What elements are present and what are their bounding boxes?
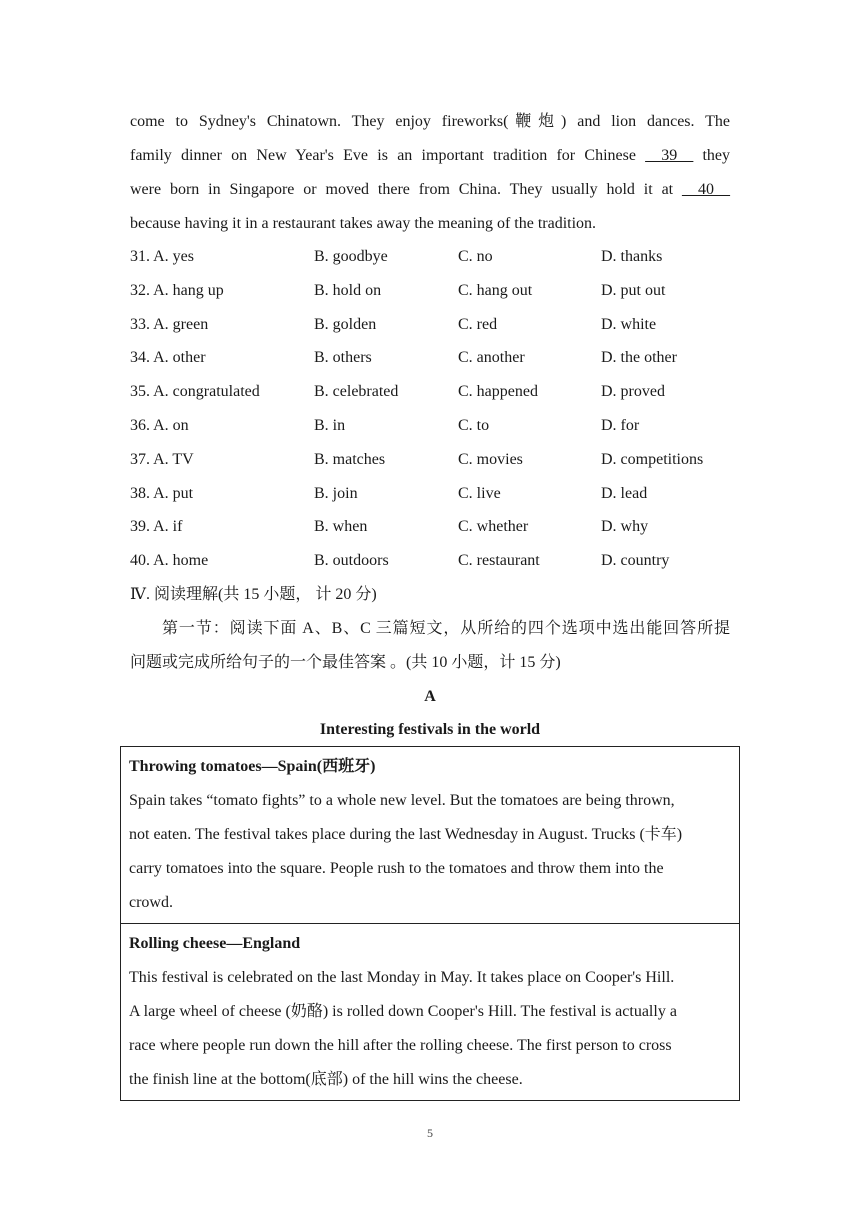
option-c: C. hang out bbox=[458, 281, 533, 299]
blank-39: __39__ bbox=[645, 147, 694, 164]
option-c: C. another bbox=[458, 349, 525, 367]
option-c: C. live bbox=[458, 484, 501, 502]
option-b: B. in bbox=[314, 416, 346, 434]
answer-options bbox=[130, 240, 750, 578]
table-row bbox=[121, 924, 740, 1101]
option-b: B. hold on bbox=[314, 281, 382, 299]
option-a: 34. A. other bbox=[130, 349, 206, 367]
festival-line: carry tomatoes into the square. People rush to the tomatoes and throw them into the bbox=[129, 860, 664, 877]
festival-cell-cheese bbox=[121, 924, 740, 1101]
festival-title: Throwing tomatoes—Spain(西班牙) bbox=[129, 758, 376, 775]
option-d: D. put out bbox=[601, 281, 666, 299]
section-heading: Ⅳ. 阅读理解(共 15 小题， 计 20 分) bbox=[130, 586, 377, 603]
passage-line: come to Sydney's Chinatown. They enjoy fireworks(鞭炮) and lion dances. The bbox=[130, 113, 730, 130]
option-row-33 bbox=[130, 308, 750, 342]
option-c: C. to bbox=[458, 416, 490, 434]
festival-line: This festival is celebrated on the last Monday in May. It takes place on Cooper's Hill. bbox=[129, 969, 675, 986]
option-b: B. matches bbox=[314, 450, 386, 468]
option-d: D. proved bbox=[601, 383, 665, 401]
option-b: B. golden bbox=[314, 315, 377, 333]
festival-cell-tomatoes bbox=[121, 747, 740, 924]
option-b: B. join bbox=[314, 484, 358, 502]
option-a: 33. A. green bbox=[130, 315, 209, 333]
option-d: D. competitions bbox=[601, 450, 704, 468]
passage-label: A bbox=[424, 688, 436, 705]
festivals-table bbox=[120, 746, 740, 1101]
option-c: C. movies bbox=[458, 450, 523, 468]
option-d: D. why bbox=[601, 518, 649, 536]
cloze-passage bbox=[130, 105, 730, 241]
option-row-38 bbox=[130, 477, 750, 511]
festival-line: crowd. bbox=[129, 894, 173, 911]
option-row-39 bbox=[130, 510, 750, 544]
instruction bbox=[130, 612, 730, 680]
festival-line: the finish line at the bottom(底部) of the hill wins the cheese. bbox=[129, 1071, 523, 1088]
option-c: C. happened bbox=[458, 383, 538, 401]
option-a: 40. A. home bbox=[130, 552, 209, 570]
option-d: D. the other bbox=[601, 349, 677, 367]
option-d: D. for bbox=[601, 416, 640, 434]
option-c: C. restaurant bbox=[458, 552, 540, 570]
festival-line: not eaten. The festival takes place during the last Wednesday in August. Trucks (卡车) bbox=[129, 826, 683, 843]
passage-line: family dinner on New Year's Eve is an important tradition for Chinese __39__ they bbox=[130, 147, 731, 164]
option-d: D. lead bbox=[601, 484, 648, 502]
option-row-31 bbox=[130, 240, 750, 274]
option-b: B. celebrated bbox=[314, 383, 399, 401]
table-row bbox=[121, 747, 740, 924]
option-a: 31. A. yes bbox=[130, 248, 194, 265]
option-c: C. red bbox=[458, 315, 498, 333]
option-d: D. thanks bbox=[601, 248, 663, 265]
option-a: 39. A. if bbox=[130, 518, 183, 536]
passage-line: because having it in a restaurant takes away the meaning of the tradition. bbox=[130, 215, 597, 232]
option-d: D. white bbox=[601, 315, 657, 333]
option-b: B. goodbye bbox=[314, 248, 388, 265]
instruction-line-2: 问题或完成所给句子的一个最佳答案 。(共 10 小题，计 15 分) bbox=[130, 654, 561, 671]
option-row-40 bbox=[130, 544, 750, 578]
option-row-35 bbox=[130, 375, 750, 409]
festival-line: race where people run down the hill after the rolling cheese. The first person to cross bbox=[129, 1037, 672, 1054]
option-c: C. whether bbox=[458, 518, 529, 536]
passage-title: Interesting festivals in the world bbox=[319, 721, 541, 738]
festival-line: Spain takes “tomato fights” to a whole new level. But the tomatoes are being thrown, bbox=[129, 792, 675, 809]
festival-line: A large wheel of cheese (奶酪) is rolled down Cooper's Hill. The festival is actually a bbox=[129, 1003, 677, 1020]
option-row-36 bbox=[130, 409, 750, 443]
festival-title: Rolling cheese—England bbox=[129, 935, 301, 952]
option-a: 38. A. put bbox=[130, 484, 194, 502]
option-b: B. others bbox=[314, 349, 372, 367]
option-a: 32. A. hang up bbox=[130, 281, 224, 299]
option-row-34 bbox=[130, 341, 750, 375]
passage-line: were born in Singapore or moved there from China. They usually hold it at __40__ bbox=[130, 181, 730, 198]
option-row-37 bbox=[130, 443, 750, 477]
option-a: 35. A. congratulated bbox=[130, 383, 260, 401]
option-b: B. outdoors bbox=[314, 552, 389, 570]
option-b: B. when bbox=[314, 518, 368, 536]
option-d: D. country bbox=[601, 552, 670, 570]
option-c: C. no bbox=[458, 248, 493, 265]
blank-40: __40__ bbox=[682, 181, 730, 198]
page-number: 5 bbox=[427, 1126, 433, 1140]
option-row-32 bbox=[130, 274, 750, 308]
option-a: 37. A. TV bbox=[130, 450, 194, 468]
option-a: 36. A. on bbox=[130, 416, 189, 434]
instruction-line-1: 第一节：阅读下面 A、B、C 三篇短文，从所给的四个选项中选出能回答所提 bbox=[162, 620, 730, 637]
